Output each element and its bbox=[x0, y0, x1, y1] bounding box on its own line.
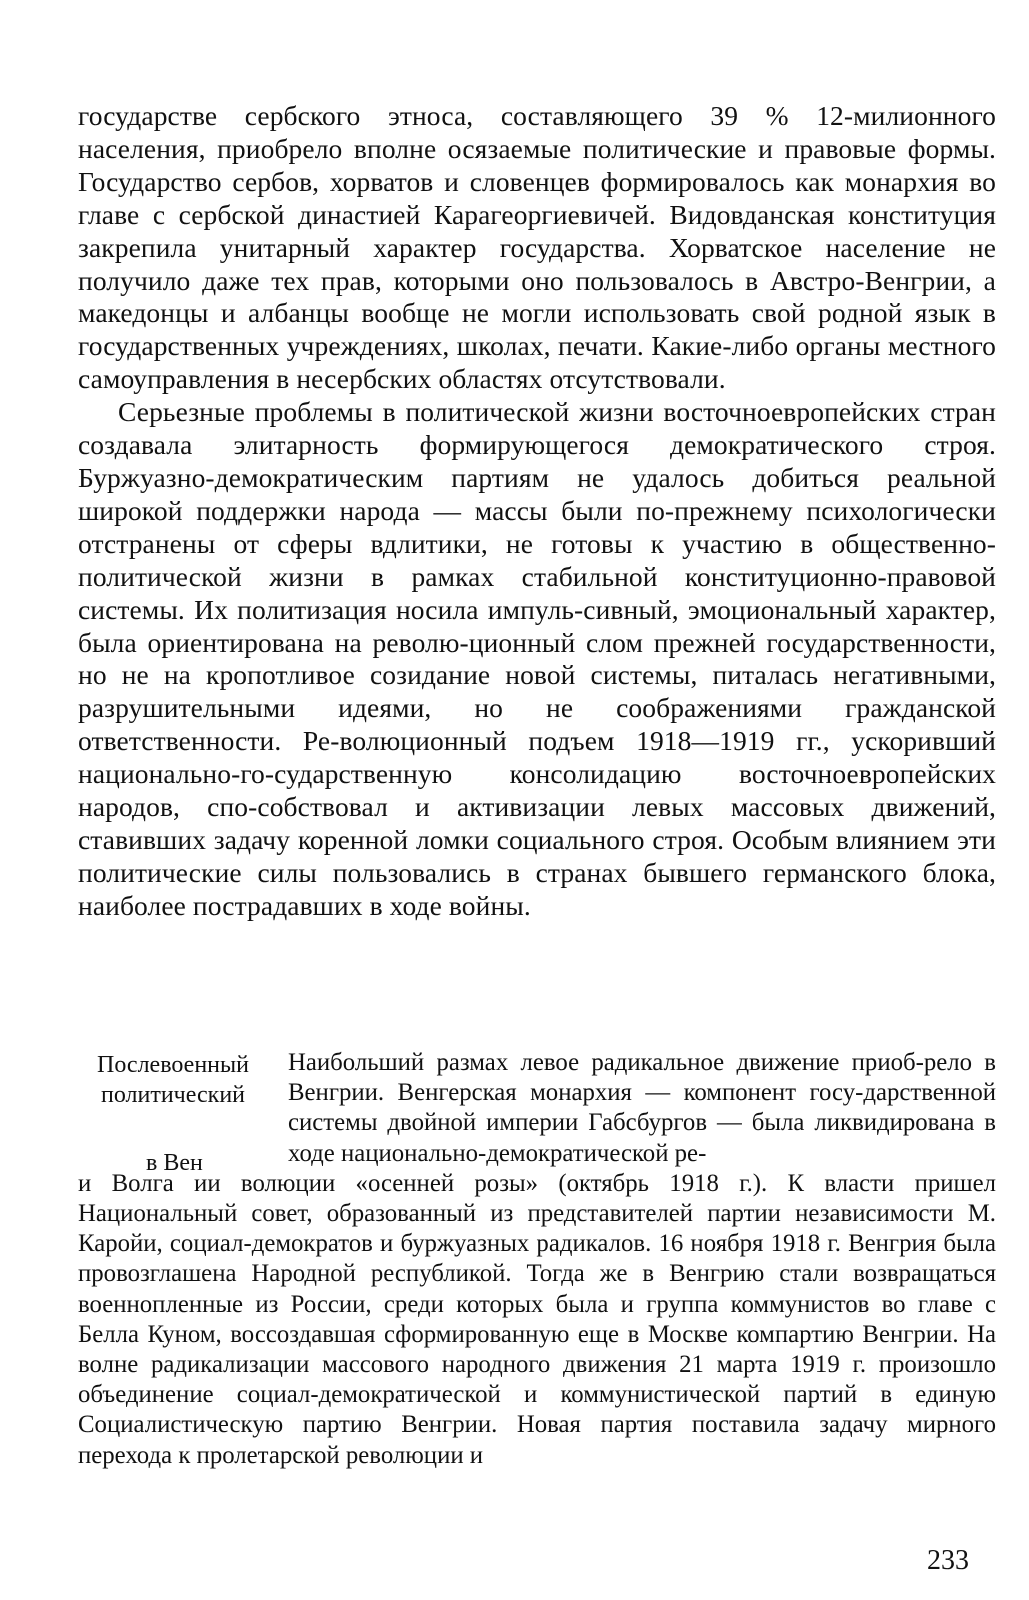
section-margin-tail: и Волга ии bbox=[78, 1169, 241, 1197]
margin-note bbox=[78, 1050, 268, 1178]
margin-note-line-2: политический bbox=[101, 1082, 245, 1108]
section-block bbox=[78, 1048, 996, 1471]
section-lead: Наибольший размах левое радикальное движение приоб-рело в Венгрии. Венгерская монархия — компонент госу-дарственной системы двойной империи Габсбургов — была ликвидирована в ходе национально-демократической ре- bbox=[288, 1049, 996, 1167]
margin-note-line-1: Послевоенный bbox=[97, 1052, 249, 1078]
main-text bbox=[78, 100, 996, 923]
paragraph-1: государстве сербского этноса, составляющего 39 % 12-милионного населения, приобрело вполне осязаемые политические и правовые формы. Государство сербов, хорватов и словенцев формировалось как монархия во главе с сербской династией Карагеоргиевичей. Видовданская конституция закрепила унитарный характер государства. Хорватское население не получило даже тех прав, которыми оно пользовалось в Австро-Венгрии, а македонцы и албанцы вообще не могли использовать свой родной язык в государственных учреждениях, школах, печати. Какие-либо органы местного самоуправления в несербских областях отсутствовали. bbox=[78, 100, 996, 395]
paragraph-2: Серьезные проблемы в политической жизни восточноевропейских стран создавала элитарность формирующегося демократического строя. Буржуазно-демократическим партиям не удалось добиться реальной широкой поддержки народа — массы были по-прежнему психологически отстранены от сферы вдлитики, не готовы к участию в общественно-политической жизни в рамках стабильной конституционно-правовой системы. Их политизация носила импуль-сивный, эмоциональный характер, была ориентирована на револю-ционный слом прежней государственности, но не на кропотливое созидание новой системы, питалась негативными, разрушительными идеями, но не соображениями гражданской ответственности. Ре-волюционный подъем 1918—1919 гг., ускоривший национально-го-сударственную консолидацию восточноевропейских народов, спо-собствовал и активизации левых массовых движений, ставивших задачу коренной ломки социального строя. Особым влиянием эти политические силы пользовались в странах бывшего германского блока, наиболее пострадавших в ходе войны. bbox=[78, 396, 996, 921]
section-body: волюции «осенней розы» (октябрь 1918 г.). К власти пришел Национальный совет, образованный из представителей партии независимости М. Каройи, социал-демократов и буржуазных радикалов. 16 ноября 1918 г. Венгрия была провозглашена Народной республикой. Тогда же в Венгрию стали возвращаться военнопленные из России, среди которых была и группа коммунистов во главе с Белла Куном, воссоздавшая сформированную еще в Москве компартию Венгрии. На волне радикализации массового народного движения 21 марта 1919 г. произошло объединение социал-демократической и коммунистической партий в единую Социалистическую партию Венгрии. Новая партия поставила задачу мирного перехода к пролетарской революции и bbox=[78, 1169, 996, 1469]
page-number: 233 bbox=[927, 1545, 969, 1576]
margin-note-line-3: в Вен bbox=[146, 1150, 203, 1176]
